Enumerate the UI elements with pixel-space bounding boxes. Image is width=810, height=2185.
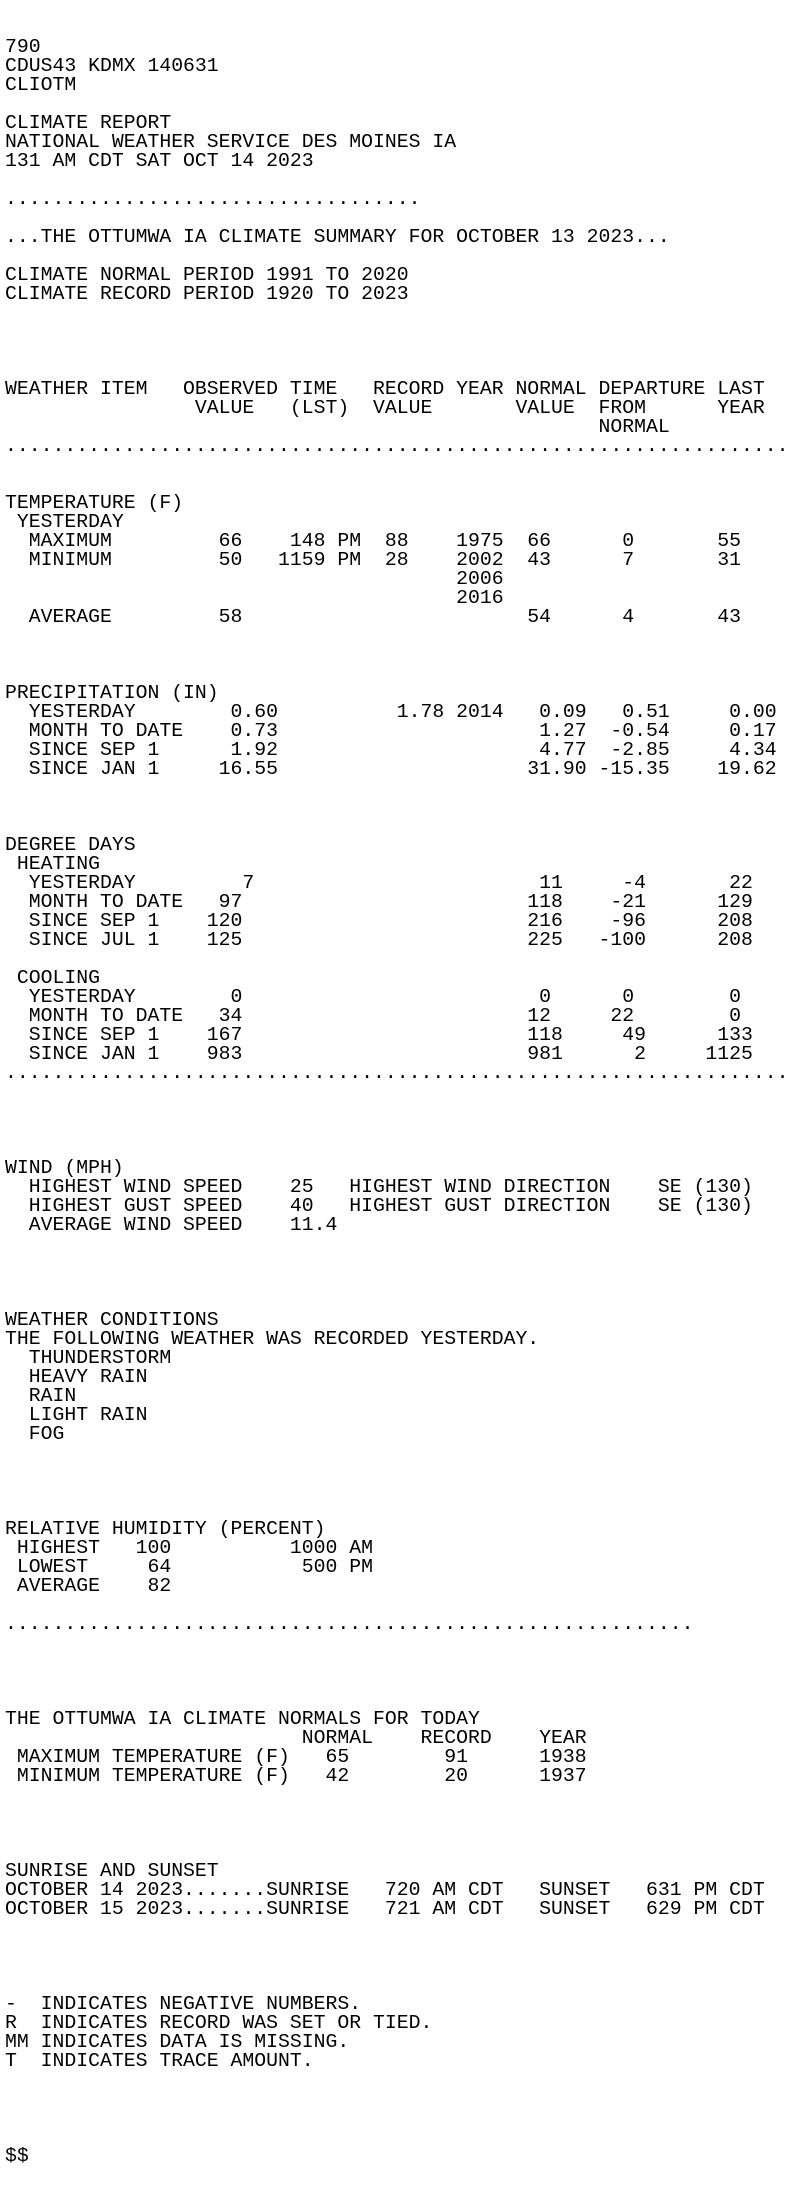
report-line: $$	[5, 2145, 29, 2167]
report-line: OCTOBER 15 2023.......SUNRISE 721 AM CDT SUNSET 629 PM CDT	[5, 1898, 765, 1920]
report-line: SUNRISE AND SUNSET	[5, 1860, 219, 1882]
report-line: VALUE (LST) VALUE VALUE FROM YEAR	[5, 397, 765, 419]
report-line	[5, 627, 810, 646]
report-line: NORMAL RECORD YEAR	[5, 1727, 587, 1749]
report-line: 2016	[5, 587, 504, 609]
report-line: COOLING	[5, 967, 100, 989]
report-line: SINCE JAN 1 983 981 2 1125	[5, 1043, 753, 1065]
report-line: - INDICATES NEGATIVE NUMBERS.	[5, 1993, 362, 2015]
report-line: RAIN	[5, 1385, 77, 1407]
report-line: NORMAL	[5, 416, 670, 438]
report-line: HIGHEST 100 1000 AM	[5, 1537, 373, 1559]
report-line: YESTERDAY 0.60 1.78 2014 0.09 0.51 0.00	[5, 701, 777, 723]
report-line	[5, 1634, 810, 1653]
report-line: FOG	[5, 1423, 65, 1445]
report-line: YESTERDAY 7 11 -4 22	[5, 872, 753, 894]
report-line	[5, 1463, 810, 1482]
report-line: 790	[5, 36, 41, 58]
report-line: ..................................................................	[5, 435, 789, 457]
degree-days-section	[5, 836, 810, 1121]
report-line: CLIOTM	[5, 74, 77, 96]
report-line	[5, 1444, 810, 1463]
report-line: YESTERDAY 0 0 0 0	[5, 986, 741, 1008]
report-line	[5, 1083, 810, 1102]
report-line: TEMPERATURE (F)	[5, 492, 184, 514]
temperature-section	[5, 494, 810, 646]
report-line: THE FOLLOWING WEATHER WAS RECORDED YESTERDAY.	[5, 1328, 540, 1350]
report-line	[5, 2128, 810, 2147]
report-line: MONTH TO DATE 97 118 -21 129	[5, 891, 753, 913]
report-line: 131 AM CDT SAT OCT 14 2023	[5, 150, 314, 172]
report-line: CLIMATE REPORT	[5, 112, 172, 134]
report-line: NATIONAL WEATHER SERVICE DES MOINES IA	[5, 131, 457, 153]
report-line: AVERAGE 58 54 4 43	[5, 606, 741, 628]
report-line: ...................................	[5, 188, 421, 210]
report-line: SINCE SEP 1 120 216 -96 208	[5, 910, 753, 932]
report-line: MINIMUM 50 1159 PM 28 2002 43 7 31	[5, 549, 741, 571]
report-line	[5, 304, 810, 323]
report-line	[5, 1102, 810, 1121]
report-line: SINCE SEP 1 1.92 4.77 -2.85 4.34	[5, 739, 777, 761]
report-line: SINCE JAN 1 16.55 31.90 -15.35 19.62	[5, 758, 777, 780]
report-line: 2006	[5, 568, 504, 590]
relative-humidity-section	[5, 1520, 810, 1672]
report-line	[5, 1786, 810, 1805]
report-line: CLIMATE NORMAL PERIOD 1991 TO 2020	[5, 264, 409, 286]
report-line: AVERAGE 82	[5, 1575, 172, 1597]
report-line: MINIMUM TEMPERATURE (F) 42 20 1937	[5, 1765, 587, 1787]
report-line	[5, 1805, 810, 1824]
report-line	[5, 779, 810, 798]
report-line: HIGHEST GUST SPEED 40 HIGHEST GUST DIRECTION SE (130)	[5, 1195, 753, 1217]
report-line: T INDICATES TRACE AMOUNT.	[5, 2050, 314, 2072]
climate-normals-section	[5, 1710, 810, 1824]
report-line: PRECIPITATION (IN)	[5, 682, 219, 704]
report-line: AVERAGE WIND SPEED 11.4	[5, 1214, 338, 1236]
report-line: CDUS43 KDMX 140631	[5, 55, 219, 77]
report-line: THE OTTUMWA IA CLIMATE NORMALS FOR TODAY	[5, 1708, 480, 1730]
precipitation-section	[5, 684, 810, 798]
report-line: MAXIMUM 66 148 PM 88 1975 66 0 55	[5, 530, 741, 552]
report-line: MM INDICATES DATA IS MISSING.	[5, 2031, 350, 2053]
report-line	[5, 1254, 810, 1273]
report-line: MONTH TO DATE 0.73 1.27 -0.54 0.17	[5, 720, 777, 742]
wind-section	[5, 1159, 810, 1273]
report-line	[5, 2071, 810, 2090]
report-line: MONTH TO DATE 34 12 22 0	[5, 1005, 741, 1027]
report-line	[5, 323, 810, 342]
report-line: ..................................................................	[5, 1062, 789, 1084]
report-line: WIND (MPH)	[5, 1157, 124, 1179]
report-line	[5, 2090, 810, 2109]
report-line: LOWEST 64 500 PM	[5, 1556, 373, 1578]
report-line: HIGHEST WIND SPEED 25 HIGHEST WIND DIRECTION SE (130)	[5, 1176, 753, 1198]
report-line: ...THE OTTUMWA IA CLIMATE SUMMARY FOR OCTOBER 13 2023...	[5, 226, 670, 248]
report-line	[5, 1919, 810, 1938]
summary-table-header	[5, 380, 810, 456]
report-line	[5, 2109, 810, 2128]
report-line: DEGREE DAYS	[5, 834, 136, 856]
report-line: WEATHER ITEM OBSERVED TIME RECORD YEAR NORMAL DEPARTURE LAST	[5, 378, 765, 400]
report-line: HEAVY RAIN	[5, 1366, 148, 1388]
sunrise-sunset-section	[5, 1862, 810, 1957]
report-line: SINCE SEP 1 167 118 49 133	[5, 1024, 753, 1046]
report-line: LIGHT RAIN	[5, 1404, 148, 1426]
report-line: RELATIVE HUMIDITY (PERCENT)	[5, 1518, 326, 1540]
report-line	[5, 1938, 810, 1957]
report-line: R INDICATES RECORD WAS SET OR TIED.	[5, 2012, 433, 2034]
report-line: CLIMATE RECORD PERIOD 1920 TO 2023	[5, 283, 409, 305]
report-header	[5, 38, 810, 342]
report-line	[5, 1235, 810, 1254]
report-line	[5, 1653, 810, 1672]
report-line: YESTERDAY	[5, 511, 124, 533]
report-line: SINCE JUL 1 125 225 -100 208	[5, 929, 753, 951]
report-line: ..........................................................	[5, 1613, 694, 1635]
legend-section	[5, 1995, 810, 2166]
weather-conditions-section	[5, 1311, 810, 1482]
report-line	[5, 950, 810, 969]
report-line: THUNDERSTORM	[5, 1347, 172, 1369]
report-line: HEATING	[5, 853, 100, 875]
report-line: WEATHER CONDITIONS	[5, 1309, 219, 1331]
report-line: OCTOBER 14 2023.......SUNRISE 720 AM CDT SUNSET 631 PM CDT	[5, 1879, 765, 1901]
report-line: MAXIMUM TEMPERATURE (F) 65 91 1938	[5, 1746, 587, 1768]
